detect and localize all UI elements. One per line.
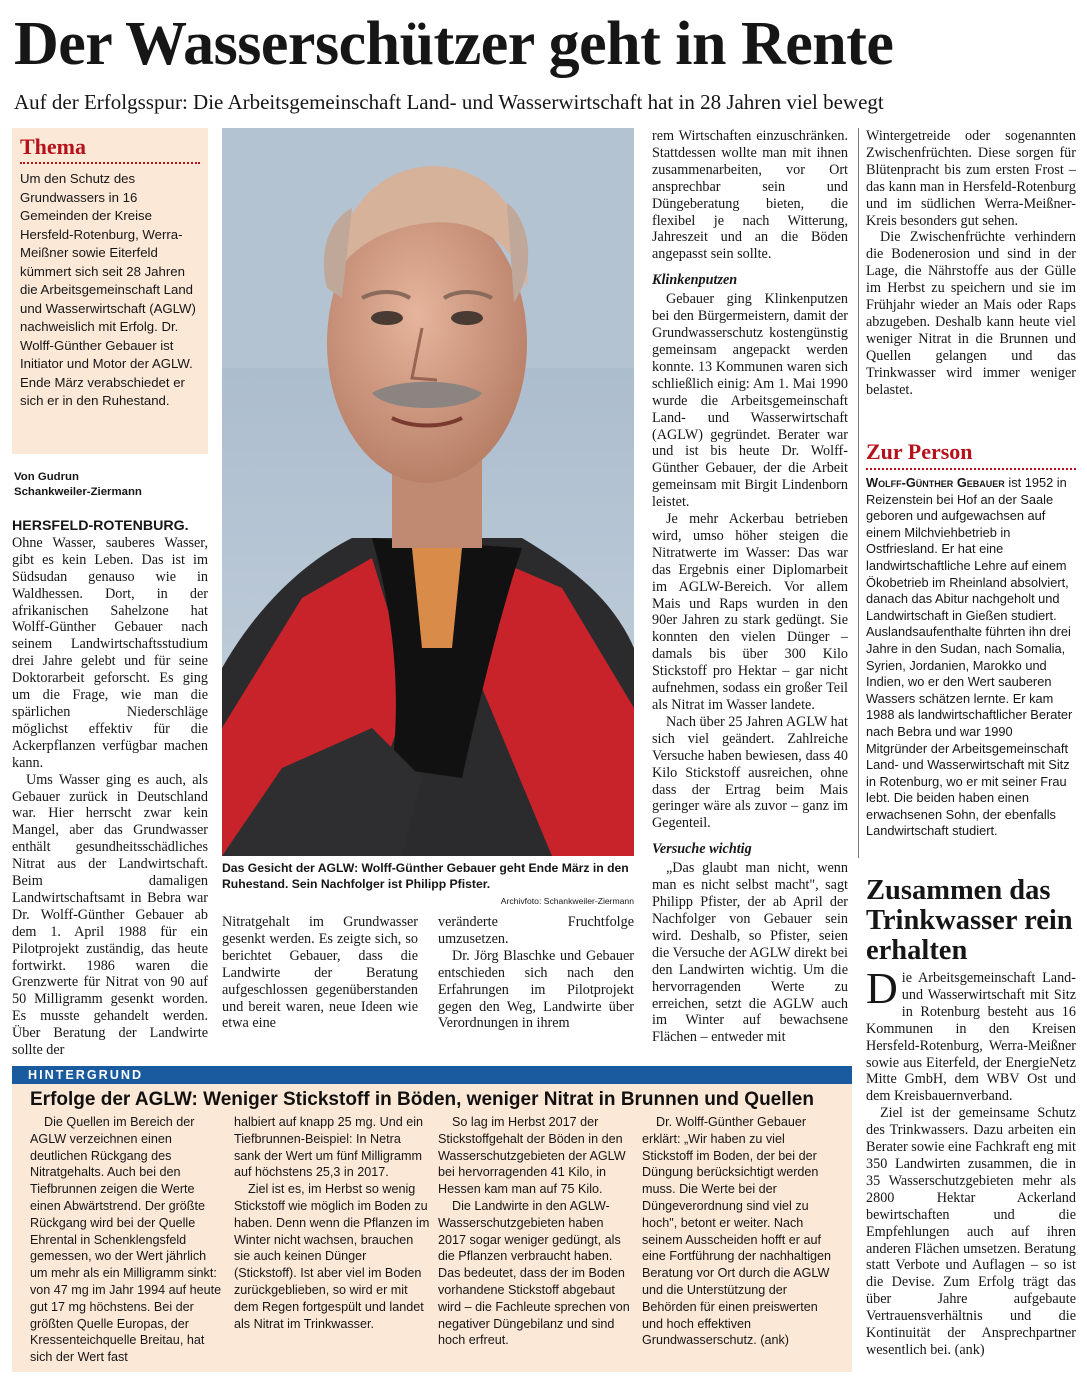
photo-caption: Das Gesicht der AGLW: Wolff-Günther Gebauer geht Ende März in den Ruhestand. Sein Nachfolger ist Philipp Pfister. [222, 861, 629, 891]
article-paragraph: Ohne Wasser, sauberes Wasser, gibt es kein Leben. Das ist im Südsudan genauso wie in Waldhessen. Dort, in der afrikanischen Sahelzone hat Wolff-Günther Gebauer nach seinem Landwirtschaftsstudium drei Jahre gelebt und für seine Doktorarbeit geforscht. Es ging um die Frage, wie man die spärlichen Niederschläge möglichst effektiv für die Ackerpflanzen verfügbar machen kann. [12, 534, 208, 771]
byline-line1: Von Gudrun [14, 471, 79, 483]
article-paragraph: rem Wirtschaften einzuschränken. Stattdessen wollte man mit ihnen zusammenarbeiten, vor Ort ansprechbar sein und Düngeberatung bieten, die flexibel je nach Witterung, Jahreszeit und an die Böden angepasst sein sollte. [652, 128, 848, 263]
hintergrund-paragraph: Die Quellen im Bereich der AGLW verzeichnen einen deutlichen Rückgang des Nitratgehalts. Auch bei den Tiefbrunnen zeigen die Werte einen Abwärtstrend. Der größte Rückgang wird bei der Quelle Ehrental in Schenklengsfeld gemessen, wo der Wert jährlich um mehr als ein Milligramm sinkt: von 47 mg im Jahr 1994 auf heute gut 17 mg höchstens. Bei der größten Quelle Europas, der Kressenteichquelle Breitau, hat sich der Wert fast [30, 1115, 222, 1365]
article-paragraph: Nach über 25 Jahren AGLW hat sich viel geändert. Zahlreiche Versuche haben bewiesen, dass 40 Kilo Stickstoff ausreichen, ohne dass der Ertrag beim Mais geringer wäre als zuvor – ganz im Gegenteil. [652, 713, 848, 832]
hintergrund-column-1 [30, 1114, 226, 1366]
person-name: Wolff-Günther Gebauer [866, 475, 1005, 490]
hintergrund-column-3 [438, 1114, 634, 1349]
hintergrund-title: Erfolge der AGLW: Weniger Stickstoff in Böden, weniger Nitrat in Brunnen und Quellen [30, 1089, 814, 1110]
article-paragraph: Ziel ist der gemeinsame Schutz des Trinkwassers. Dazu arbeiten ein Berater sowie eine Fachkraft eng mit 350 Landwirten zusammen, die in 35 Wasserschutzgebieten mehr als 2800 Hektar Ackerland bewirtschaften und die Empfehlungen auch auf ihren anderen Flächen umsetzen. Beratung statt Verbote und Auflagen – so ist die Devise. Zum Erfolg trägt das über Jahre aufgebaute Vertrauensverhältnis und die Kontinuität der Ansprechpartner wesentlich bei. (ank) [866, 1105, 1076, 1358]
article-paragraph: veränderte Fruchtfolge umzusetzen. [438, 914, 634, 947]
hintergrund-paragraph: Dr. Wolff-Günther Gebauer erklärt: „Wir haben zu viel Stickstoff im Boden, der bei der Düngung berücksichtigt werden muss. Die Werte bei der Düngeverordnung sind viel zu hoch", betont er weiter. Nach seinem Ausscheiden hofft er auf eine Fortführung der nachhaltigen Beratung vor Ort durch die AGLW und die Unterstützung der Behörden für einen preiswerten und hoch effektiven Grundwasserschutz. (ank) [642, 1115, 832, 1348]
article-paragraph: ie Arbeitsgemeinschaft Land- und Wasserwirtschaft mit Sitz in Rotenburg besteht aus 16 Kommunen in den Kreisen Hersfeld-Rotenburg, Werra-Meißner sowie aus Eiterfeld, der EnergieNetz Mitte GmbH, dem WBV Ost und dem Kreisbauernverband. [866, 970, 1076, 1105]
hintergrund-column-4 [642, 1114, 838, 1349]
article-paragraph: Die Zwischenfrüchte verhindern die Bodenerosion und sind in der Lage, die Nährstoffe aus der Gülle im Herbst zu speichern und sie im Frühjahr wieder an Mais oder Raps abzugeben. Deshalb kann heute viel weniger Nitrat in die Brunnen und Quellen gelangen und das Trinkwasser wird immer weniger belastet. [866, 229, 1076, 398]
dropcap: D [866, 964, 898, 1013]
headline: Der Wasserschützer geht in Rente [14, 10, 894, 78]
subheadline: Auf der Erfolgsspur: Die Arbeitsgemeinschaft Land- und Wasserwirtschaft hat in 28 Jahren viel bewegt [14, 90, 884, 114]
byline [14, 470, 210, 500]
article-column-4 [652, 128, 848, 1046]
portrait-photo [222, 128, 634, 856]
dateline: HERSFELD-ROTENBURG. [12, 518, 189, 534]
hintergrund-label: HINTERGRUND [28, 1068, 144, 1082]
side-article [866, 964, 1076, 1359]
person-title: Zur Person [866, 438, 1076, 470]
portrait-illustration [222, 128, 634, 856]
article-column-3 [438, 914, 634, 1032]
subhead-versuche: Versuche wichtig [652, 841, 752, 858]
byline-line2: Schankweiler-Ziermann [14, 486, 142, 498]
article-paragraph: Ums Wasser ging es auch, als Gebauer zurück in Deutschland war. Hier herrscht zwar kein Mangel, aber das Grundwasser enthält gesundheitsschädliches Nitrat aus der Landwirtschaft. Beim damaligen Landwirtschaftsamt in Bebra war Dr. Wolff-Günther Gebauer ab dem 1. April 1988 für ein Pilotprojekt zuständig, das heute fortwirkt. 1986 waren die Grenzwerte für Nitrat von 90 auf 50 Milligramm gesenkt worden. Es musste gehandelt werden. Über Beratung der Landwirte sollte der [12, 771, 208, 1059]
thema-title: Thema [20, 134, 200, 164]
photo-credit: Archivfoto: Schankweiler-Ziermann [500, 896, 634, 906]
hintergrund-bar [12, 1066, 852, 1084]
article-paragraph: Wintergetreide oder sogenannten Zwischenfrüchten. Diese sorgen für Blütenpracht bis zum ersten Frost – das kann man in Hersfeld-Rotenburg und im südlichen Werra-Meißner-Kreis besonders gut sehen. [866, 128, 1076, 229]
article-paragraph: „Das glaubt man nicht, wenn man es nicht selbst macht", sagt Philipp Pfister, der ab April der Nachfolger von Gebauer sein wird. Deshalb, so Pfister, seien die Versuche der AGLW direkt bei den Landwirten wichtig. Um die hervorragenden Werte zu erreichen, setzt die AGLW auch im Winter auf bewachsene Flächen – entweder mit [652, 860, 848, 1046]
article-column-5 [866, 128, 1076, 399]
article-paragraph: Dr. Jörg Blaschke und Gebauer entschieden sich nach den Erfahrungen im Pilotprojekt gegen den Weg, Landwirte über Verordnungen in ihrem [438, 947, 634, 1032]
hintergrund-paragraph: Die Landwirte in den AGLW-Wasserschutzgebieten haben 2017 sogar weniger gedüngt, als die Pflanzen verbraucht haben. Das bedeutet, dass der im Boden vorhandene Stickstoff abgebaut wird – die Fachleute sprechen von negativer Düngebilanz und sind hoch erfreut. [438, 1198, 630, 1348]
article-paragraph: Gebauer ging Klinkenputzen bei den Bürgermeistern, damit der Grundwasserschutz kostengünstig gemeinsam angepackt werden konnte. 13 Kommunen waren sich schließlich einig: Am 1. Mai 1990 wurde die Arbeitsgemeinschaft Land- und Wasserwirtschaft (AGLW) gegründet. Berater war und ist bis heute Dr. Wolff-Günther Gebauer, der die Arbeit gemeinsam mit Birgit Lindenborn leistet. [652, 291, 848, 511]
person-bio: ist 1952 in Reizenstein bei Hof an der Saale geboren und aufgewachsen auf einem Milchviehbetrieb in Ostfriesland. Er hat eine landwirtschaftliche Lehre auf einem Ökobetrieb im Rheinland absolviert, danach das Abitur nachgeholt und Landwirtschaft in Gießen studiert. Auslandsaufenthalte führten ihn drei Jahre in den Sudan, nach Somalia, Syrien, Jordanien, Marokko und Indien, wo er den Wert sauberen Wassers schätzen lernte. Er kam 1988 als landwirtschaftlicher Berater nach Bebra und war 1990 Mitgründer der Arbeitsgemeinschaft Land- und Wasserwirtschaft mit Sitz in Rotenburg, wo er mit seiner Frau lebt. Die beiden haben einen erwachsenen Sohn, der ebenfalls Landwirtschaft studiert. [866, 475, 1073, 839]
hintergrund-paragraph: So lag im Herbst 2017 der Stickstoffgehalt der Böden in den Wasserschutzgebieten der AGLW bei hervorragenden 41 Kilo, in Hessen kam man auf 75 Kilo. [438, 1115, 626, 1197]
thema-text: Um den Schutz des Grundwassers in 16 Gemeinden der Kreise Hersfeld-Rotenburg, Werra-Meißner sowie Eiterfeld kümmert sich seit 28 Jahren die Arbeitsgemeinschaft Land und Wasserwirtschaft (AGLW) nachweislich mit Erfolg. Dr. Wolff-Günther Gebauer ist Initiator und Motor der AGLW. Ende März verabschiedet er sich er in den Ruhestand. [20, 171, 196, 408]
person-text [866, 475, 1076, 840]
hintergrund-box [12, 1084, 852, 1372]
subhead-klinkenputzen: Klinkenputzen [652, 272, 738, 289]
article-paragraph: Je mehr Ackerbau betrieben wird, umso höher steigen die Nitratwerte im Wasser: Das war das Ergebnis einer Diplomarbeit im AGLW-Bereich. Vor allem Mais und Raps wurden in den 90er Jahren zu stark gedüngt. Sie konnten den vielen Dünger – damals bis über 300 Kilo Stickstoff pro Hektar – gar nicht aufnehmen, sodass ein großer Teil als Nitrat im Wasser landete. [652, 511, 848, 713]
zur-person-box [866, 438, 1076, 840]
column-rule [858, 128, 859, 858]
article-column-2 [222, 914, 418, 1032]
hintergrund-paragraph: halbiert auf knapp 25 mg. Und ein Tiefbrunnen-Beispiel: In Netra sank der Wert um fünf Milligramm auf höchstens 25,3 in 2017. [234, 1115, 424, 1180]
hintergrund-paragraph: Ziel ist es, im Herbst so wenig Stickstoff wie möglich im Boden zu haben. Denn wenn die Pflanzen im Winter nicht wachsen, brauchen sie auch keinen Dünger (Stickstoff). Ist aber viel im Boden zurückgeblieben, so wird er mit dem Regen fortgespült und landet als Nitrat im Trinkwasser. [234, 1182, 430, 1331]
article-column-1 [12, 518, 208, 1059]
side-headline: Zusammen das Trinkwasser rein erhalten [866, 875, 1073, 966]
thema-box [12, 128, 208, 454]
hintergrund-column-2 [234, 1114, 430, 1332]
article-paragraph: Nitratgehalt im Grundwasser gesenkt werden. Es zeigte sich, so berichtet Gebauer, dass die Landwirte der Beratung aufgeschlossen gegenüberstanden und bereit waren, neue Ideen wie etwa eine [222, 914, 418, 1032]
